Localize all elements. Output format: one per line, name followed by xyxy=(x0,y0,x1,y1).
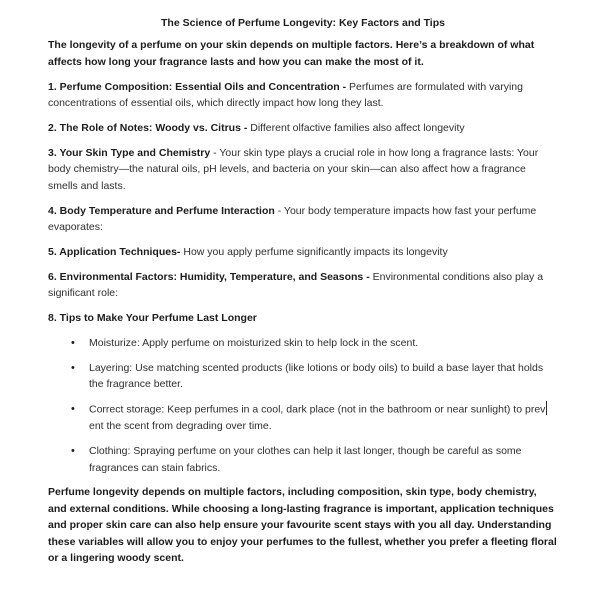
section-3-body: - Your skin type plays a crucial role in how long a fragrance lasts: Your body chemistry—the natural oils, pH levels, and bacteria on your skin—can also affect how a fragrance smells and lasts. xyxy=(48,146,539,192)
section-paragraph-3[interactable] xyxy=(48,145,558,194)
list-item-layering[interactable] xyxy=(48,360,558,393)
intro-paragraph[interactable]: The longevity of a perfume on your skin depends on multiple factors. Here’s a breakdown of what affects how long your fragrance lasts and how you can make the most of it. xyxy=(48,39,535,68)
section-paragraph-6[interactable] xyxy=(48,269,558,302)
document-title[interactable]: The Science of Perfume Longevity: Key Factors and Tips xyxy=(161,17,445,29)
bullet-icon: • xyxy=(71,445,75,458)
section-paragraph-2[interactable] xyxy=(48,120,558,136)
tip-text: Layering: Use matching scented products (like lotions or body oils) to build a base layer that holds the fragrance better. xyxy=(89,362,544,391)
section-4-body: - Your body temperature impacts how fast your perfume evaporates: xyxy=(48,204,537,234)
section-6-heading: 6. Environmental Factors: Humidity, Temperature, and Seasons - xyxy=(48,270,370,283)
section-3-heading: 3. Your Skin Type and Chemistry xyxy=(48,146,211,159)
tip-text: Moisturize: Apply perfume on moisturized skin to help lock in the scent. xyxy=(89,337,419,350)
text-cursor xyxy=(546,401,548,415)
tips-list xyxy=(48,335,558,476)
list-item-moisturize[interactable] xyxy=(48,335,558,351)
section-4-heading: 4. Body Temperature and Perfume Interaction xyxy=(48,204,275,217)
section-6-body: Environmental conditions also play a significant role: xyxy=(48,270,544,300)
section-paragraph-5[interactable] xyxy=(48,244,558,260)
section-1-heading: 1. Perfume Composition: Essential Oils and Concentration - xyxy=(48,80,347,93)
list-item-clothing[interactable] xyxy=(48,443,558,476)
section-5-body: How you apply perfume significantly impacts its longevity xyxy=(180,245,448,258)
bullet-icon: • xyxy=(71,337,75,350)
section-2-heading: 2. The Role of Notes: Woody vs. Citrus - xyxy=(48,122,248,135)
tip-text: Clothing: Spraying perfume on your clothes can help it last longer, though be careful as some fragrances can stain fabrics. xyxy=(89,445,522,474)
conclusion-paragraph[interactable]: Perfume longevity depends on multiple factors, including composition, skin type, body chemistry, and external conditions. While choosing a long-lasting fragrance is important, application techniques and proper skin care can also help ensure your favourite scent stays with you all day. Understanding these variables will allow you to enjoy your perfumes to the fullest, whether you prefer a fleeting floral or a lingering woody scent. xyxy=(48,486,557,565)
tip-text-after-cursor: ent the scent from degrading over time. xyxy=(89,420,272,433)
tip-text-before-cursor: Correct storage: Keep perfumes in a cool, dark place (not in the bathroom or near sunlight) to prev xyxy=(89,403,546,416)
list-item-correct-storage[interactable] xyxy=(48,401,558,434)
tips-heading[interactable]: 8. Tips to Make Your Perfume Last Longer xyxy=(48,312,257,325)
bullet-icon: • xyxy=(71,403,75,416)
section-paragraph-1[interactable] xyxy=(48,79,558,112)
section-1-body: Perfumes are formulated with varying concentrations of essential oils, which directly impact how long they last. xyxy=(48,80,523,110)
section-5-heading: 5. Application Techniques- xyxy=(48,245,181,258)
bullet-icon: • xyxy=(71,362,75,374)
section-2-body: Different olfactive families also affect longevity xyxy=(247,122,465,135)
section-paragraph-4[interactable] xyxy=(48,203,558,236)
